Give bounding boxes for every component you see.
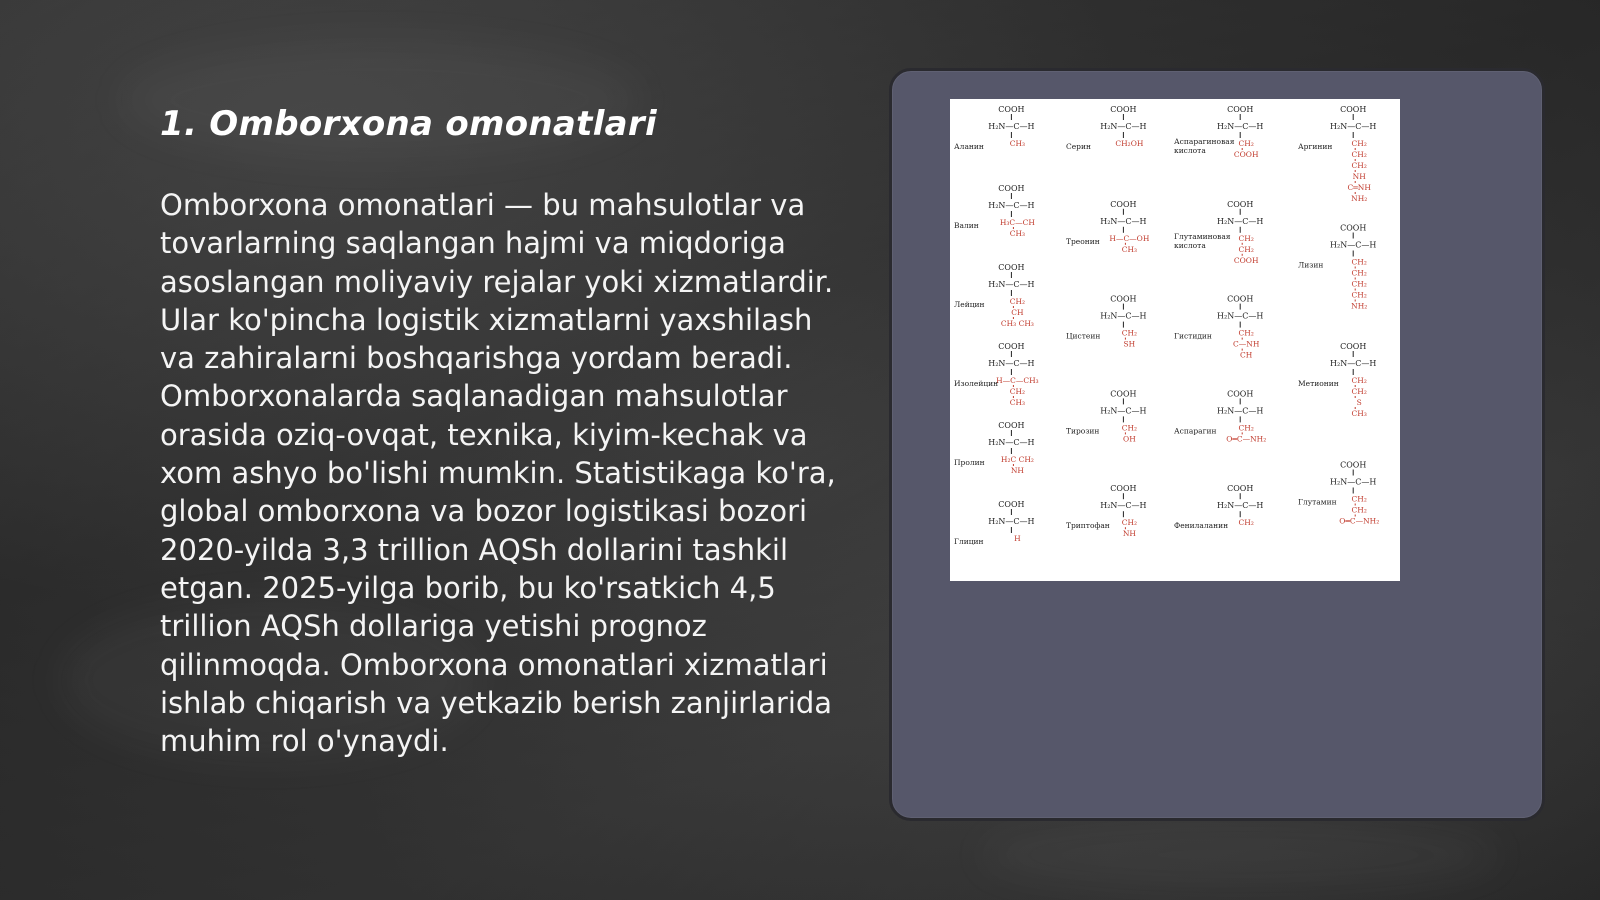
side-chain-label: CH₃ (1351, 409, 1367, 418)
amino-backbone-label: H₂N—C—H (1100, 216, 1147, 226)
side-chain-label: CH₂ (1009, 297, 1026, 306)
carboxyl-group-label: COOH (1227, 484, 1254, 494)
amino-acid-structures-figure (950, 99, 1400, 581)
side-chain-label: CH₂ (1009, 387, 1026, 396)
side-chain-label: H (1014, 534, 1021, 543)
side-chain-label: CH₂ (1351, 290, 1367, 300)
side-chain-label: CH₂ (1121, 423, 1138, 433)
amino-acid-name: Лейцин (954, 300, 985, 309)
side-chain-label: O═C—NH₂ (1226, 434, 1267, 444)
amino-backbone-label: H₂N—C—H (1330, 477, 1377, 487)
amino-backbone-label: H₂N—C—H (1330, 240, 1377, 250)
side-chain-label: COOH (1233, 150, 1259, 159)
carboxyl-group-label: COOH (998, 184, 1025, 193)
carboxyl-group-label: COOH (998, 263, 1025, 272)
carboxyl-group-label: COOH (998, 105, 1025, 114)
amino-backbone-label: H₂N—C—H (988, 280, 1035, 289)
side-chain-label: CH₃ (1009, 398, 1026, 407)
side-chain-label: CH₂ (1238, 244, 1254, 254)
side-chain-label: CH₂ (1238, 139, 1254, 148)
carboxyl-group-label: COOH (1110, 199, 1137, 209)
carboxyl-group-label: COOH (998, 421, 1025, 430)
amino-acid-name: Глицин (954, 537, 984, 546)
slide-body-text: Omborxona omonatlari — bu mahsulotlar va tovarlarning saqlangan hajmi va miqdoriga asoslangan moliyaviy rejalar yoki xizmatlardir. Ular ko'pincha logistik xizmatlarni yaxshilash va zahiralarni boshqarishga yordam beradi. Omborxonalarda saqlanadigan mahsulotlar orasida oziq-ovqat, texnika, kiyim-kechak va xom ashyo bo'lishi mumkin. Statistikaga ko'ra, global omborxona va bozor logistikasi bozori 2020-yilda 3,3 trillion AQSh dollarini tashkil etgan. 2025-yilga borib, bu ko'rsatkich 4,5 trillion AQSh dollariga yetishi prognoz qilinmoqda. Omborxona omonatlari xizmatlari ishlab chiqarish va yetkazib berish zanjirlarida muhim rol o'ynaydi. (160, 188, 836, 759)
amino-acid-name: кислота (1174, 240, 1206, 250)
carboxyl-group-label: COOH (1227, 105, 1254, 114)
amino-acid-name: Триптофан (1066, 521, 1110, 531)
amino-acid-name: Аспарагин (1174, 426, 1217, 436)
amino-backbone-label: H₂N—C—H (1217, 216, 1264, 226)
side-chain-label: CH₂ (1351, 150, 1367, 159)
carboxyl-group-label: COOH (1227, 294, 1254, 304)
amino-backbone-label: H₂N—C—H (1100, 501, 1147, 511)
side-chain-label: O═C—NH₂ (1339, 516, 1380, 526)
side-chain-label: CH₃ (1121, 244, 1138, 254)
side-chain-label: CH₂ (1351, 494, 1367, 504)
amino-backbone-label: H₂N—C—H (988, 201, 1035, 210)
carboxyl-group-label: COOH (1340, 223, 1367, 233)
carboxyl-group-label: COOH (998, 500, 1025, 509)
amino-backbone-label: H₂N—C—H (1217, 406, 1264, 416)
side-chain-label: NH (1352, 172, 1366, 181)
side-chain-label: CH₂ (1238, 423, 1254, 433)
side-chain-label: CH₂ (1351, 376, 1367, 385)
side-chain-label: C—NH (1233, 339, 1260, 349)
amino-acid-name: Треонин (1066, 236, 1100, 246)
amino-acid-structures-diagram (950, 99, 1400, 581)
amino-acid-name: Пролин (954, 458, 985, 467)
amino-acid-name: Валин (954, 221, 979, 230)
side-chain-label: S (1356, 398, 1362, 407)
side-chain-label: CH₂OH (1115, 139, 1144, 148)
amino-backbone-label: H₂N—C—H (1330, 122, 1377, 131)
amino-backbone-label: H₂N—C—H (1100, 406, 1147, 416)
side-chain-label: OH (1123, 434, 1136, 444)
side-chain-label: NH₂ (1351, 194, 1368, 203)
slide-title: 1. Omborxona omonatlari (160, 104, 657, 144)
side-chain-label: NH (1010, 466, 1024, 475)
carboxyl-group-label: COOH (1110, 105, 1137, 114)
amino-backbone-label: H₂N—C—H (1100, 311, 1147, 321)
carboxyl-group-label: COOH (1110, 389, 1137, 399)
side-chain-label: CH₂ (1351, 387, 1367, 396)
amino-acid-name: кислота (1174, 146, 1206, 155)
side-chain-label: CH₃ (1009, 229, 1026, 238)
side-chain-label: NH₂ (1351, 301, 1368, 311)
chalk-smudge (980, 820, 1500, 890)
side-chain-label: CH₂ (1238, 518, 1254, 528)
side-chain-label: NH (1122, 529, 1136, 539)
amino-acid-name: Изолейцин (954, 379, 999, 388)
carboxyl-group-label: COOH (1227, 389, 1254, 399)
amino-acid-name: Аспарагиновая (1174, 137, 1235, 146)
side-chain-label: H—C—OH (1109, 233, 1150, 243)
amino-acid-name: Фенилаланин (1174, 521, 1229, 531)
side-chain-label: CH₂ (1121, 328, 1138, 338)
carboxyl-group-label: COOH (1340, 460, 1367, 470)
carboxyl-group-label: COOH (1110, 484, 1137, 494)
side-chain-label: H—C—CH₃ (996, 376, 1039, 385)
amino-acid-name: Аргинин (1298, 142, 1333, 151)
carboxyl-group-label: COOH (1340, 105, 1367, 114)
amino-backbone-label: H₂N—C—H (988, 517, 1035, 526)
side-chain-label: CH₂ (1238, 328, 1254, 338)
side-chain-label: SH (1123, 339, 1136, 349)
amino-backbone-label: H₂N—C—H (1100, 122, 1147, 131)
side-chain-label: H₂C CH₂ (1000, 455, 1034, 464)
side-chain-label: CH₂ (1238, 233, 1254, 243)
amino-backbone-label: H₂N—C—H (988, 438, 1035, 447)
amino-acid-name: Тирозин (1066, 426, 1100, 436)
side-chain-label: CH (1011, 308, 1024, 317)
carboxyl-group-label: COOH (1340, 342, 1367, 351)
amino-acid-name: Глутамин (1298, 497, 1337, 507)
side-chain-label: CH₂ (1351, 161, 1367, 170)
amino-acid-name: Лизин (1298, 260, 1324, 270)
side-chain-label: CH₃ CH₃ (1000, 319, 1034, 328)
side-chain-label: CH₂ (1351, 279, 1367, 289)
amino-backbone-label: H₂N—C—H (1217, 311, 1264, 321)
side-chain-label: CH (1240, 350, 1253, 360)
side-chain-label: CH₃ (1009, 139, 1026, 148)
carboxyl-group-label: COOH (1227, 199, 1254, 209)
amino-acid-name: Глутаминовая (1174, 231, 1231, 241)
carboxyl-group-label: COOH (1110, 294, 1137, 304)
side-chain-label: CH₂ (1351, 139, 1367, 148)
amino-backbone-label: H₂N—C—H (1330, 359, 1377, 368)
amino-backbone-label: H₂N—C—H (1217, 122, 1264, 131)
side-chain-label: CH₂ (1121, 518, 1138, 528)
side-chain-label: CH₂ (1351, 257, 1367, 267)
side-chain-label: CH₂ (1351, 505, 1367, 515)
side-chain-label: COOH (1233, 255, 1259, 265)
amino-acid-name: Гистидин (1174, 331, 1212, 341)
amino-backbone-label: H₂N—C—H (988, 359, 1035, 368)
amino-acid-name: Аланин (954, 142, 984, 151)
amino-acid-name: Серин (1066, 142, 1091, 151)
carboxyl-group-label: COOH (998, 342, 1025, 351)
amino-backbone-label: H₂N—C—H (1217, 501, 1264, 511)
amino-backbone-label: H₂N—C—H (988, 122, 1035, 131)
amino-acid-name: Цистеин (1066, 331, 1101, 341)
side-chain-label: C═NH (1347, 183, 1371, 192)
side-chain-label: H₃C—CH (999, 218, 1035, 227)
side-chain-label: CH₂ (1351, 268, 1367, 278)
amino-acid-name: Метионин (1298, 379, 1339, 388)
